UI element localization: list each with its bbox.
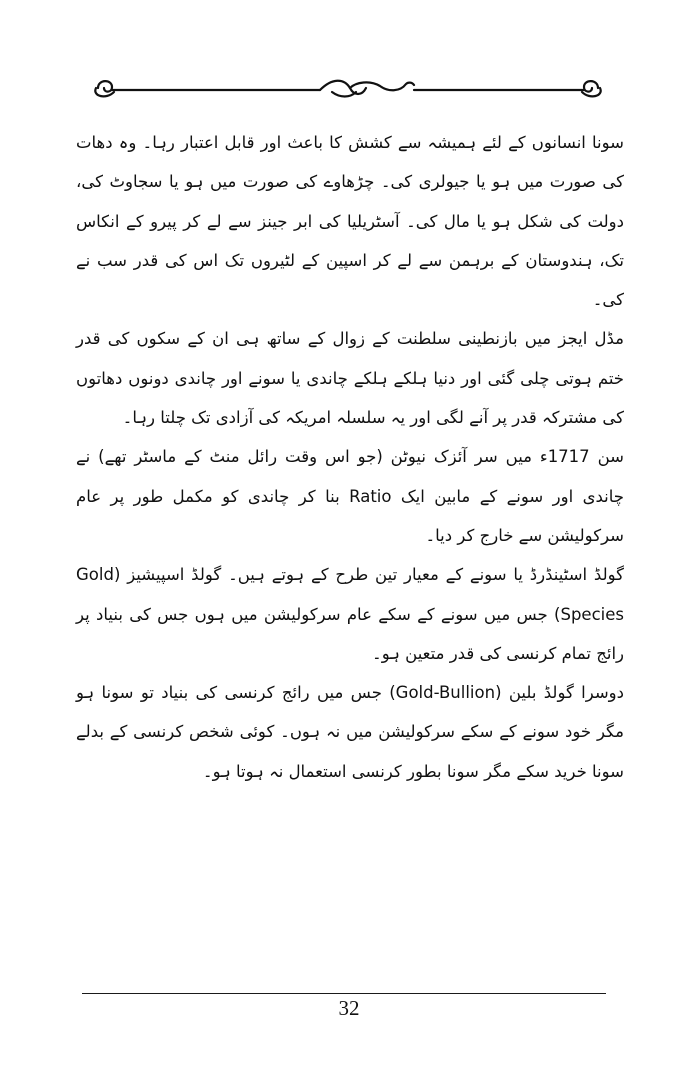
body-text bbox=[76, 123, 624, 791]
paragraph-1: سونا انسانوں کے لئے ہمیشہ سے کشش کا باعث اور قابل اعتبار رہا۔ وہ دھات کی صورت میں ہو یا جیولری کی۔ چڑھاوے کی صورت میں ہو یا سجاوٹ کی، دولت کی شکل ہو یا مال کی۔ آسٹریلیا کی ابر جینز سے لے کر پیرو کے انکاس تک، ہندوستان کے برہمن سے لے کر اسپین کے لٹیروں تک اس کی قدر سب نے کی۔ bbox=[76, 133, 624, 310]
footer-divider bbox=[82, 993, 606, 994]
paragraph-5: دوسرا گولڈ بلین (Gold-Bullion) جس میں رائج کرنسی کی بنیاد تو سونا ہو مگر خود سونے کے سکے سرکولیشن میں نہ ہوں۔ کوئی شخص کرنسی کے بدلے سونا خرید سکے مگر سونا بطور کرنسی استعمال نہ ہوتا ہو۔ bbox=[76, 683, 624, 781]
paragraph-3: سن 1717ء میں سر آئزک نیوٹن (جو اس وقت رائل منٹ کے ماسٹر تھے) نے چاندی اور سونے کے مابین ایک Ratio بنا کر چاندی کو مکمل طور پر عام سرکولیشن سے خارج کر دیا۔ bbox=[76, 447, 625, 545]
paragraph-2: مڈل ایجز میں بازنطینی سلطنت کے زوال کے ساتھ ہی ان کے سکوں کی قدر ختم ہوتی چلی گئی اور دنیا ہلکے ہلکے چاندی یا سونے اور چاندی دونوں دھاتوں کی مشترکہ قدر پر آنے لگی اور یہ سلسلہ امریکہ کی آزادی تک چلتا رہا۔ bbox=[76, 329, 624, 428]
paragraph-4: گولڈ اسٹینڈرڈ یا سونے کے معیار تین طرح کے ہوتے ہیں۔ گولڈ اسپیشیز (Gold Species) جس میں سونے کے سکے عام سرکولیشن میں ہوں جس کی بنیاد پر رائج تمام کرنسی کی قدر متعین ہو۔ bbox=[76, 565, 624, 663]
page-number: 32 bbox=[338, 996, 360, 1020]
header-ornament bbox=[88, 70, 608, 106]
